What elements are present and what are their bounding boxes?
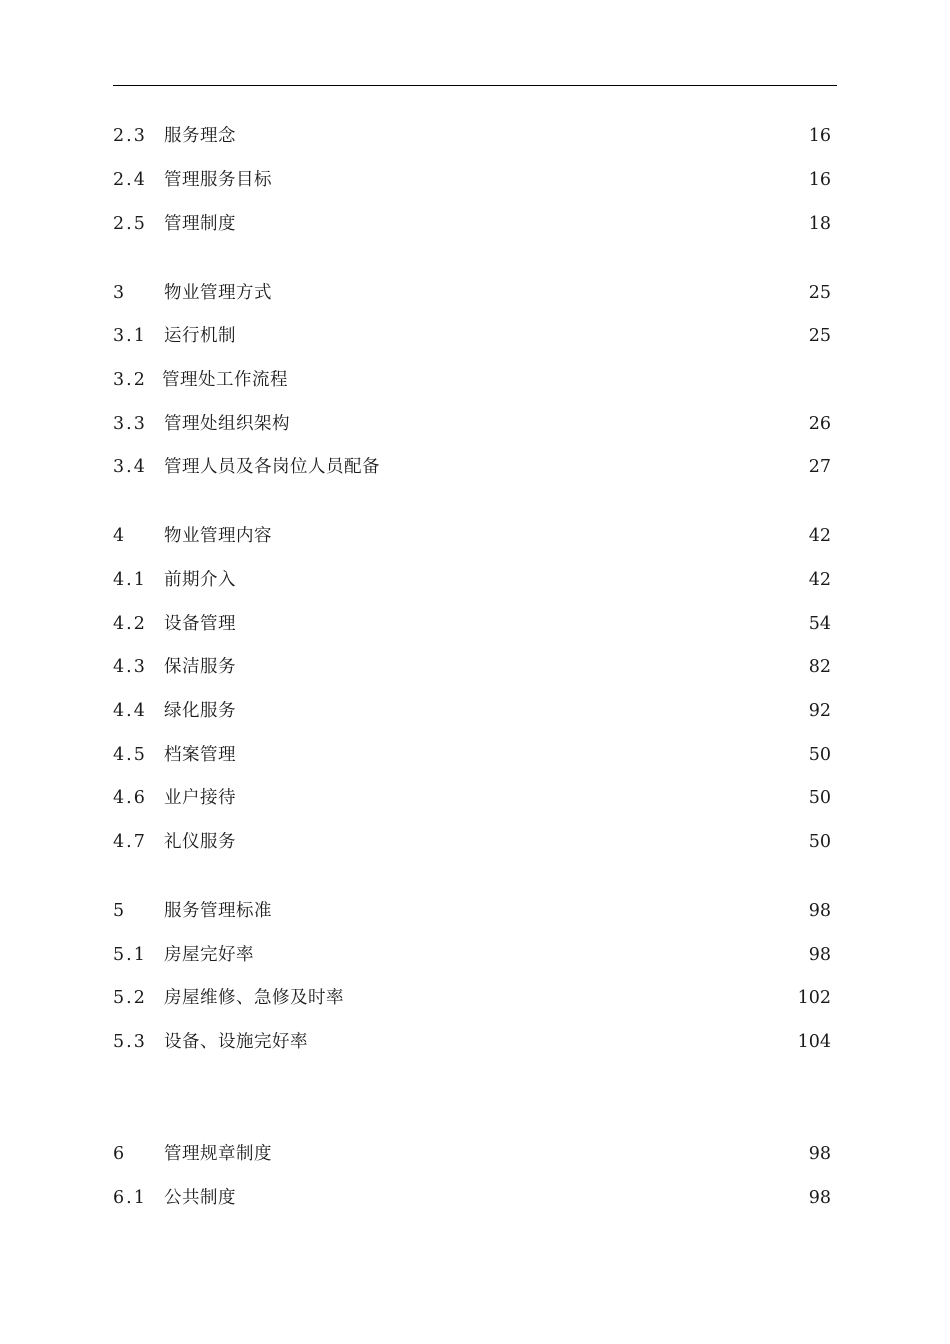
toc-entry-title: 前期介入 <box>164 570 236 590</box>
toc-entry-number: 4.3 <box>113 657 147 677</box>
toc-entry-page: 92 <box>808 701 831 721</box>
toc-entry[interactable] <box>113 1029 831 1055</box>
toc-section-heading[interactable] <box>113 898 831 924</box>
toc-entry-page: 98 <box>808 1188 831 1208</box>
toc-entry-number: 4.5 <box>113 745 147 765</box>
toc-entry-title: 业户接待 <box>164 788 236 808</box>
toc-entry-number: 4.7 <box>113 832 147 852</box>
toc-entry-title: 管理规章制度 <box>164 1144 272 1164</box>
toc-entry-page: 98 <box>808 945 831 965</box>
toc-entry-number: 2.3 <box>113 126 147 146</box>
toc-entry-number: 3.1 <box>113 326 147 346</box>
toc-entry-number: 6.1 <box>113 1188 147 1208</box>
toc-entry-page: 82 <box>808 657 831 677</box>
toc-entry-title: 物业管理内容 <box>164 526 272 546</box>
toc-entry-title: 房屋维修、急修及时率 <box>164 988 344 1008</box>
toc-entry-page: 50 <box>808 745 831 765</box>
toc-entry[interactable] <box>113 742 831 768</box>
toc-entry-title: 公共制度 <box>164 1188 236 1208</box>
toc-entry[interactable] <box>113 654 831 680</box>
toc-entry-number: 4.1 <box>113 570 147 590</box>
toc-entry[interactable] <box>113 829 831 855</box>
toc-entry-number: 4.6 <box>113 788 147 808</box>
toc-entry-number: 3.4 <box>113 457 147 477</box>
toc-entry-page: 27 <box>808 457 831 477</box>
toc-entry-number: 5.1 <box>113 945 147 965</box>
toc-entry-title: 设备管理 <box>164 614 236 634</box>
toc-section-heading[interactable] <box>113 1141 831 1167</box>
toc-entry-page: 42 <box>808 570 831 590</box>
toc-entry[interactable] <box>113 698 831 724</box>
toc-entry[interactable] <box>113 942 831 968</box>
toc-entry[interactable] <box>113 611 831 637</box>
toc-entry[interactable] <box>113 367 831 393</box>
toc-entry-number: 4.4 <box>113 701 147 721</box>
toc-entry-title: 房屋完好率 <box>164 945 254 965</box>
toc-entry-title: 运行机制 <box>164 326 236 346</box>
toc-entry-title: 礼仪服务 <box>164 832 236 852</box>
toc-entry-title: 管理人员及各岗位人员配备 <box>164 457 380 477</box>
toc-entry-page: 50 <box>808 832 831 852</box>
toc-entry-page: 102 <box>797 988 831 1008</box>
toc-section-heading[interactable] <box>113 280 831 306</box>
toc-entry-number: 3 <box>113 283 127 303</box>
toc-entry-title: 管理服务目标 <box>164 170 272 190</box>
toc-entry[interactable] <box>113 985 831 1011</box>
toc-entry-title: 设备、设施完好率 <box>164 1032 308 1052</box>
toc-entry-number: 2.5 <box>113 214 147 234</box>
toc-entry-page: 98 <box>808 1144 831 1164</box>
toc-entry-number: 5.3 <box>113 1032 147 1052</box>
toc-entry[interactable] <box>113 785 831 811</box>
toc-entry-number: 5 <box>113 901 127 921</box>
toc-entry-title: 管理处组织架构 <box>164 414 290 434</box>
toc-entry-title: 管理制度 <box>164 214 236 234</box>
toc-entry-number: 2.4 <box>113 170 147 190</box>
toc-entry-page: 25 <box>808 326 831 346</box>
toc-entry-page: 54 <box>808 614 831 634</box>
toc-entry[interactable] <box>113 454 831 480</box>
toc-entry-title: 档案管理 <box>164 745 236 765</box>
toc-entry-page: 42 <box>808 526 831 546</box>
toc-entry-page: 18 <box>808 214 831 234</box>
toc-entry-page: 25 <box>808 283 831 303</box>
toc-entry-number: 5.2 <box>113 988 147 1008</box>
toc-entry-page: 98 <box>808 901 831 921</box>
toc-entry[interactable] <box>113 411 831 437</box>
toc-entry-title: 物业管理方式 <box>164 283 272 303</box>
toc-entry[interactable] <box>113 323 831 349</box>
toc-entry-number: 6 <box>113 1144 127 1164</box>
toc-entry-number: 3.2 <box>113 370 147 390</box>
toc-entry[interactable] <box>113 167 831 193</box>
toc-entry-title: 服务理念 <box>164 126 236 146</box>
toc-entry[interactable] <box>113 567 831 593</box>
toc-entry-number: 4 <box>113 526 127 546</box>
toc-entry-number: 4.2 <box>113 614 147 634</box>
toc-section-heading[interactable] <box>113 523 831 549</box>
toc-entry[interactable] <box>113 211 831 237</box>
toc-entry-title: 管理处工作流程 <box>162 370 288 390</box>
toc-entry-number: 3.3 <box>113 414 147 434</box>
toc-entry[interactable] <box>113 123 831 149</box>
toc-entry-title: 保洁服务 <box>164 657 236 677</box>
toc-entry[interactable] <box>113 1185 831 1211</box>
toc-entry-page: 16 <box>808 126 831 146</box>
toc-entry-page: 16 <box>808 170 831 190</box>
toc-entry-title: 绿化服务 <box>164 701 236 721</box>
toc-entry-page: 104 <box>797 1032 831 1052</box>
toc-entry-page: 50 <box>808 788 831 808</box>
toc-entry-title: 服务管理标准 <box>164 901 272 921</box>
toc-entry-page: 26 <box>808 414 831 434</box>
